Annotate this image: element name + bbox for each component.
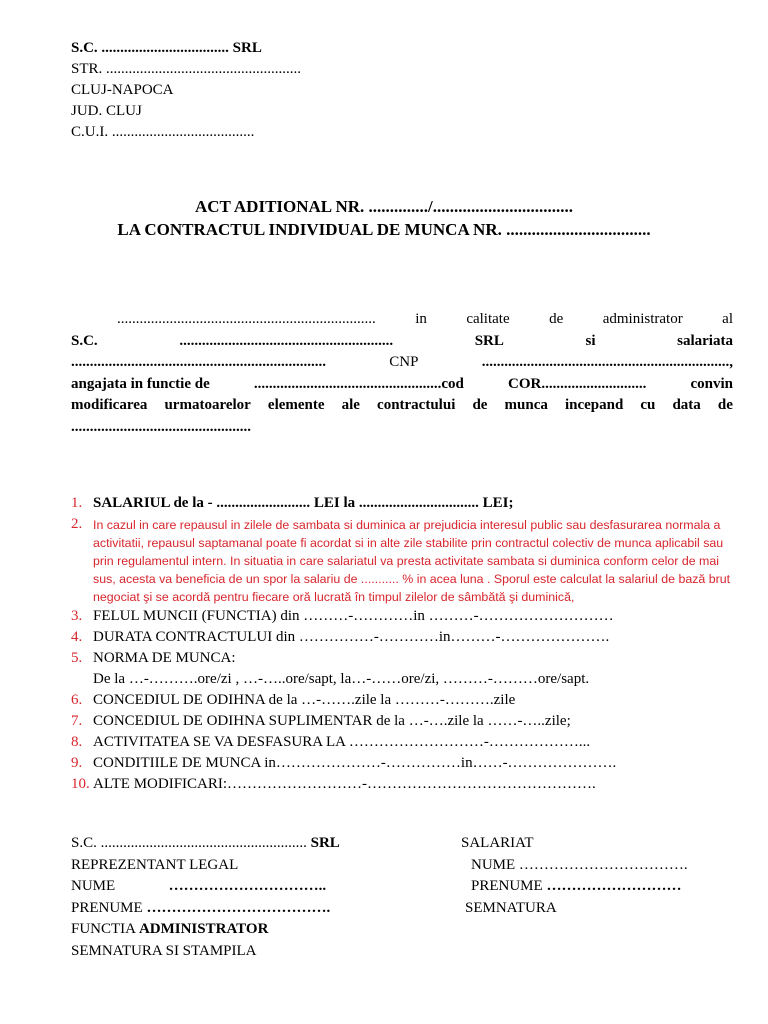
intro-word: cu [640,397,656,413]
employer-name-value: ………………………….. [168,878,327,894]
intro-word: modificarea [71,397,148,413]
intro-word: ale [341,397,360,413]
item-text: CONCEDIUL DE ODIHNA de la …-…….zile la ………-……….zile [93,692,516,708]
intro-word: contractului [377,397,456,413]
employer-function-value: ADMINISTRATOR [138,921,269,937]
intro-word: elemente [267,397,325,413]
employee-title: SALARIAT [461,835,534,851]
intro-word: al [722,311,733,327]
intro-word: administrator [602,311,683,327]
intro-word: calitate [466,311,510,327]
item-text: CONCEDIUL DE ODIHNA SUPLIMENTAR de la …-….zile la ……-…..zile; [93,713,571,729]
employer-firstname [71,898,340,920]
intro-paragraph [71,309,733,438]
list-item [71,753,751,774]
item-number: 9. [71,755,83,771]
item-text: NORMA DE MUNCA: [93,650,236,666]
list-item [71,606,751,627]
intro-word: data [672,397,701,413]
intro-word: salariata [677,332,733,349]
list-item [71,690,751,711]
item-number: 8. [71,734,83,750]
list-item [71,711,751,732]
employer-name [71,876,340,898]
employee-firstname-value: ……………………… [546,878,682,894]
intro-word: COR............................ [508,375,647,392]
intro-word: .................................................................... [71,354,326,370]
item-number: 3. [71,608,83,624]
employer-firstname-label: PRENUME [71,899,143,916]
item-number: 7. [71,713,83,729]
intro-line-1 [71,309,733,331]
intro-word: convin [690,375,733,392]
item-text: ALTE MODIFICARI:………………………-………………………………………. [93,776,596,792]
document-title-line1: ACT ADITIONAL NR. ............../................................. [195,197,573,216]
item-text: CONDITIILE DE MUNCA in…………………-……………in……-…………………. [93,755,617,771]
intro-word: ..................................................................... [117,311,376,327]
intro-word: CNP [389,354,419,370]
employee-firstname [461,876,688,898]
intro-word: .................................................................., [481,354,733,370]
item-text: De la …-……….ore/zi , …-…..ore/sapt, la…-……ore/zi, ………-………ore/sapt. [93,671,590,687]
intro-word: munca [504,397,548,413]
intro-word: si [585,332,596,349]
header-cui: C.U.I. ...................................... [71,124,255,140]
list-item [71,669,751,690]
list-item [71,627,751,648]
employer-signature: SEMNATURA SI STAMPILA [71,942,257,959]
intro-word: urmatoarelor [164,397,251,413]
modifications-list [71,493,751,795]
employer-firstname-value: ………………………………. [146,899,331,916]
employer-company-srl: SRL [310,835,340,851]
item-text: ACTIVITATEA SE VA DESFASURA LA ………………………-………………... [93,734,591,750]
employer-function-label: FUNCTIA [71,921,136,937]
intro-word: de [472,397,488,413]
intro-line-2 [71,331,733,353]
list-item [71,648,751,669]
item-number: 6. [71,692,83,708]
intro-word: S.C. [71,332,98,349]
item-number: 2. [71,516,83,532]
intro-word: SRL [474,332,504,349]
intro-word: incepand [564,397,624,413]
intro-word: ......................................................... [179,332,394,349]
intro-word: de [549,311,564,327]
intro-line-5 [71,395,733,417]
employee-name: NUME ……………………………. [471,856,688,873]
document-title-line2: LA CONTRACTUL INDIVIDUAL DE MUNCA NR. .................................. [117,220,651,239]
intro-line-3 [71,352,733,374]
employee-firstname-label: PRENUME [471,878,543,894]
employee-signature-block [461,833,688,919]
item-text: SALARIUL de la - ......................... LEI la ................................ LEI; [93,495,514,511]
company-header [71,38,301,143]
employer-name-label: NUME [71,878,116,894]
intro-line-4 [71,374,733,396]
list-item [71,732,751,753]
intro-word: in [415,311,427,327]
intro-line-6: ................................................ [71,418,251,435]
header-street: STR. .................................................... [71,61,302,77]
item-number: 1. [71,495,83,511]
employer-function [71,919,340,941]
intro-word: ..................................................cod [253,375,464,392]
employee-signature: SEMNATURA [465,899,557,916]
list-item [71,514,751,606]
intro-word: angajata in functie de [71,375,210,392]
item-text: FELUL MUNCII (FUNCTIA) din ………-…………in ………-……………………… [93,608,614,624]
employer-company [71,833,340,855]
intro-word: de [717,397,733,413]
header-county: JUD. CLUJ [71,103,142,119]
list-item [71,493,751,514]
list-item [71,774,751,795]
header-company: S.C. .................................. SRL [71,40,262,56]
employer-signature-block [71,833,340,962]
header-city: CLUJ-NAPOCA [71,82,174,98]
item-number: 4. [71,629,83,645]
employer-company-text: S.C. ....................................................... [71,835,307,851]
item-number: 5. [71,650,83,666]
item-text: DURATA CONTRACTULUI din ……………-…………in………-…………………. [93,629,610,645]
item-text: In cazul in care repausul in zilele de sambata si duminica ar prejudicia interesul public sau desfasurarea normala a activitatii, repausul saptamanal poate fi acordat si in alte zile stabilite prin contractul colectiv de munca aplicabil sau prin regulamentul intern. In situatia in care salariatul va presta activitate sambata si duminica conform celor de mai sus, acesta va beneficia de un spor la salariu de ........... % in acea luna . Sporul este calculat la salariul de bază brut negociat şi se acordă pentru fiecare oră lucrată în timpul zilelor de sâmbătă şi duminică, [93,518,731,604]
employer-rep: REPREZENTANT LEGAL [71,856,239,873]
item-number: 10. [71,776,90,792]
